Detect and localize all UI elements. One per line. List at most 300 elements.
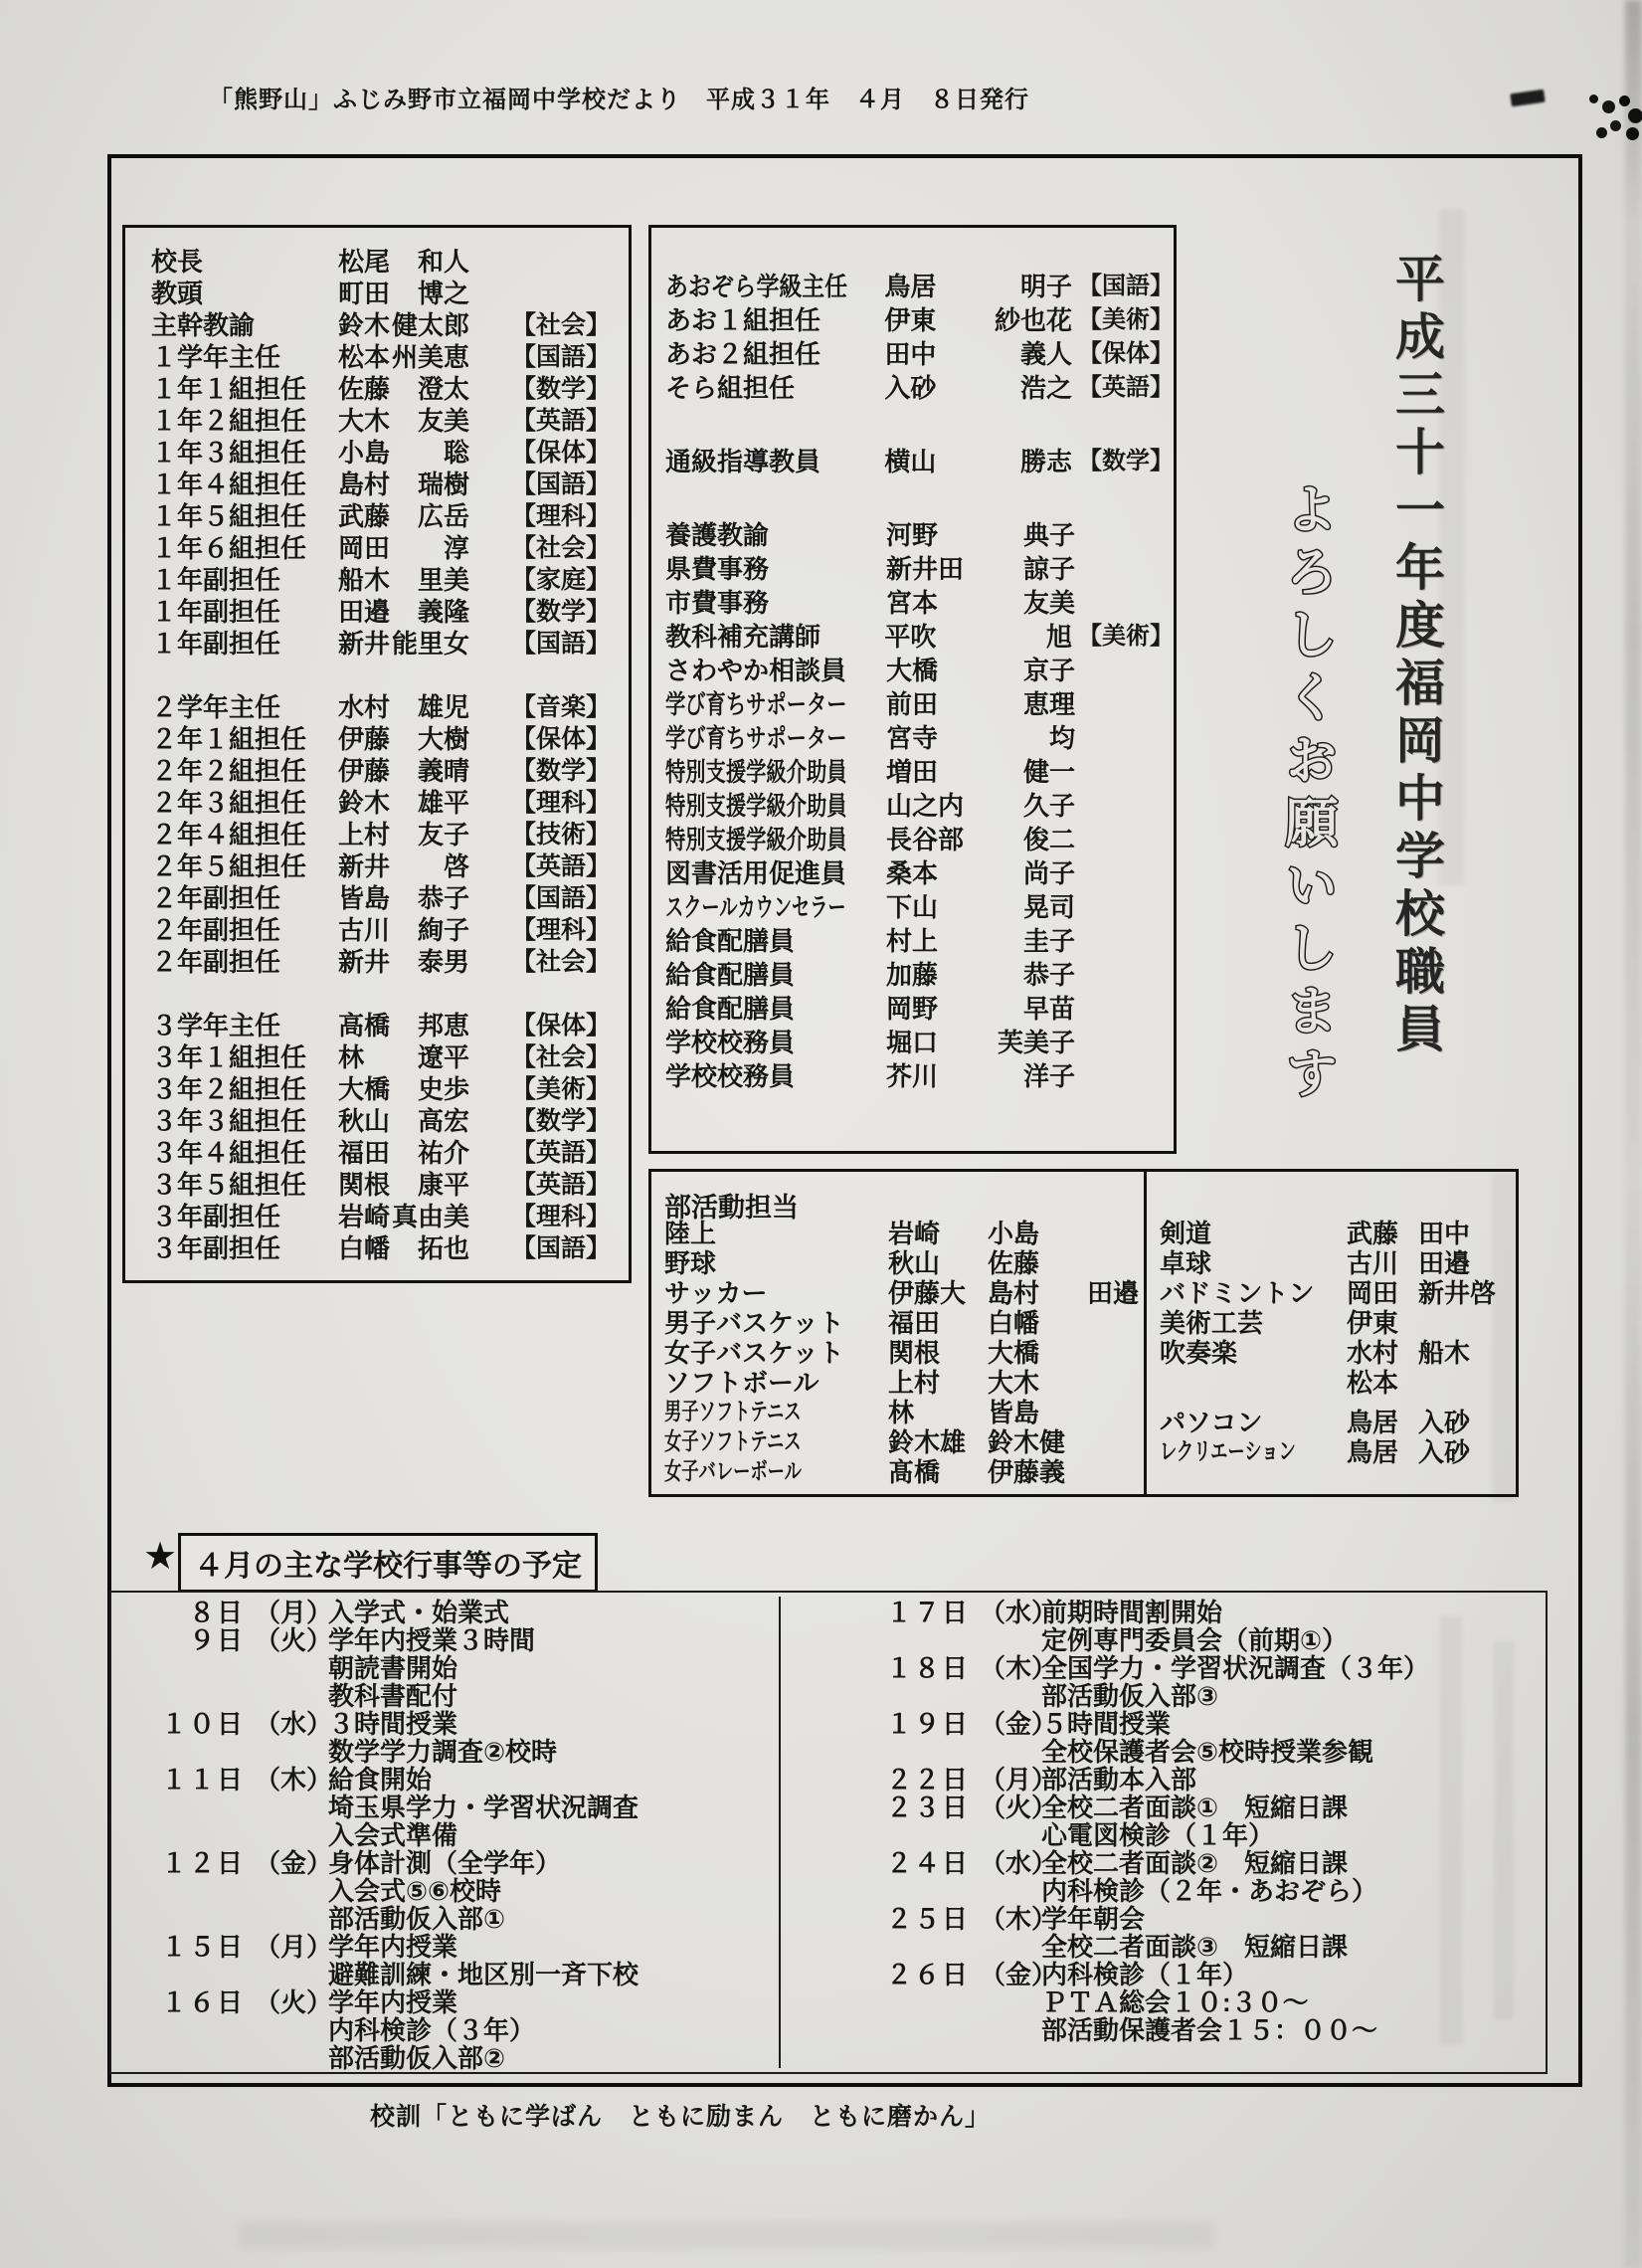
staff-row — [665, 755, 1174, 789]
club-group — [1160, 1219, 1496, 1398]
club-name: 男子バスケット — [664, 1308, 844, 1338]
staff-family-name: 新井 — [338, 851, 391, 881]
club-staff-name: 小島 — [988, 1219, 1040, 1248]
staff-role-label: ２年５組担任 — [151, 851, 307, 881]
club-staff-name: 大橋 — [988, 1338, 1040, 1368]
club-name: 男子ソフトテニス — [664, 1399, 802, 1425]
staff-row — [665, 992, 1174, 1026]
staff-family-name: 新井田 — [886, 554, 965, 584]
staff-family-name: 村上 — [886, 926, 939, 956]
staff-given-name: 俊二 — [1022, 825, 1075, 854]
staff-row — [151, 1169, 629, 1201]
club-staff-name: 佐藤 — [988, 1248, 1040, 1278]
schedule-event-text: 入学式・始業式 — [328, 1598, 510, 1627]
staff-family-name: 船木 — [338, 565, 391, 595]
staff-family-name: 鈴木 — [338, 788, 391, 818]
staff-row — [151, 882, 629, 914]
club-staff-name: 武藤 — [1347, 1219, 1399, 1248]
schedule-event-text: 教科書配付 — [328, 1681, 458, 1711]
club-name: 野球 — [664, 1248, 717, 1278]
club-row — [1160, 1308, 1496, 1338]
staff-family-name: 大橋 — [338, 1074, 391, 1104]
staff-role-label: ２年１組担任 — [151, 724, 307, 754]
schedule-date: ２３日 — [885, 1793, 970, 1822]
staff-family-name: 伊藤 — [338, 756, 391, 786]
staff-name — [338, 1169, 469, 1201]
staff-family-name: 古川 — [338, 915, 391, 945]
staff-subject-label: 【社会】 — [511, 311, 612, 339]
schedule-event-text: 埼玉県学力・学習状況調査 — [328, 1793, 639, 1822]
club-staff-name: 水村 — [1347, 1338, 1399, 1368]
staff-given-name: 義晴 — [417, 756, 469, 786]
staff-family-name: 堀口 — [886, 1028, 939, 1057]
club-staff-name: 秋山 — [888, 1248, 941, 1278]
staff-name — [338, 914, 469, 946]
staff-subject-label: 【英語】 — [511, 407, 612, 435]
club-name: パソコン — [1160, 1408, 1263, 1437]
staff-group — [151, 1010, 629, 1264]
staff-row — [151, 819, 629, 850]
schedule-event-text: 全校保護者会⑤校時授業参観 — [1041, 1737, 1374, 1767]
staff-row — [151, 373, 629, 405]
scan-bleedthrough-artifact — [239, 2222, 1213, 2248]
schedule-event-text: 数学学力調査②校時 — [328, 1737, 558, 1767]
staff-family-name: 武藤 — [338, 501, 391, 531]
schedule-entry — [127, 1710, 764, 1766]
club-row — [664, 1427, 1139, 1457]
staff-role-label: ３年１組担任 — [151, 1042, 307, 1072]
staff-subject-label: 【美術】 — [511, 1075, 612, 1103]
staff-given-name: 拓也 — [417, 1233, 469, 1263]
staff-row — [151, 850, 629, 882]
club-staff-name: 鳥居 — [1347, 1408, 1399, 1437]
staff-table-left — [122, 225, 632, 1283]
club-name: 女子バスケット — [664, 1338, 844, 1368]
staff-role-label: ３年４組担任 — [151, 1138, 307, 1168]
staff-role-label: 特別支援学級介助員 — [665, 757, 847, 787]
schedule-event-text: 学年内授業 — [328, 1932, 458, 1962]
club-staff-name: 新井啓 — [1418, 1278, 1497, 1308]
staff-role-label: １年１組担任 — [151, 374, 307, 404]
schedule-date: ２２日 — [885, 1765, 970, 1795]
club-name: レクリエーション — [1160, 1438, 1296, 1465]
staff-role-label: 市費事務 — [665, 588, 770, 618]
staff-given-name: 瑞樹 — [417, 470, 469, 499]
staff-row — [665, 270, 1174, 303]
staff-name — [338, 691, 469, 723]
staff-given-name: 勝志 — [1019, 447, 1072, 476]
schedule-date: １２日 — [160, 1848, 245, 1878]
staff-role-label: １学年主任 — [151, 342, 281, 372]
club-row — [1160, 1248, 1496, 1278]
staff-row — [151, 1232, 629, 1264]
staff-role-label: そら組担任 — [665, 373, 796, 403]
staff-name — [338, 882, 469, 914]
staff-row — [665, 1059, 1174, 1093]
staff-given-name: 広岳 — [417, 501, 469, 531]
staff-row — [151, 469, 629, 500]
schedule-date: １８日 — [885, 1653, 970, 1683]
club-staff-name: 上村 — [888, 1368, 941, 1398]
staff-row — [151, 596, 629, 628]
staff-role-label: ２学年主任 — [151, 692, 281, 722]
staff-given-name: 圭子 — [1022, 926, 1075, 956]
staff-family-name: 林 — [338, 1042, 365, 1072]
staff-subject-label: 【理科】 — [511, 916, 612, 944]
club-name: 剣道 — [1160, 1219, 1212, 1248]
staff-name — [884, 337, 1072, 371]
staff-role-label: 給食配膳員 — [665, 994, 796, 1024]
staff-name — [886, 924, 1075, 958]
staff-row — [665, 1026, 1174, 1059]
staff-given-name: 邦恵 — [417, 1011, 469, 1040]
club-row — [1160, 1368, 1496, 1398]
schedule-column-right — [848, 1599, 1535, 2044]
schedule-event-text: 前期時間割開始 — [1041, 1598, 1223, 1627]
schedule-entry — [127, 1599, 764, 1626]
staff-role-label: 給食配膳員 — [665, 960, 796, 990]
schedule-event-text: 部活動仮入部① — [328, 1904, 506, 1934]
schedule-column-left — [127, 1599, 764, 2072]
club-table-divider — [1144, 1172, 1147, 1494]
staff-name — [338, 1010, 469, 1041]
schedule-day: （月） — [255, 1932, 333, 1962]
staff-role-label: 学び育ちサポーター — [665, 723, 847, 753]
staff-name — [886, 823, 1075, 856]
staff-subject-label: 【美術】 — [1078, 306, 1174, 333]
staff-row — [151, 405, 629, 437]
staff-family-name: 秋山 — [338, 1106, 391, 1136]
club-row — [664, 1248, 1139, 1278]
staff-name — [886, 856, 1075, 890]
staff-name — [338, 755, 469, 787]
staff-family-name: 皆島 — [338, 883, 391, 913]
schedule-day: （水） — [980, 1848, 1058, 1878]
staff-role-label: ３年３組担任 — [151, 1106, 307, 1136]
staff-row — [151, 1137, 629, 1169]
club-staff-name: 入砂 — [1418, 1437, 1471, 1467]
staff-role-label: 教頭 — [151, 279, 204, 308]
staff-row — [665, 856, 1174, 890]
staff-family-name: 上村 — [338, 820, 391, 850]
staff-role-label: 学校校務員 — [665, 1028, 796, 1057]
staff-row — [665, 924, 1174, 958]
club-row — [1160, 1338, 1496, 1368]
schedule-event-text: 学年朝会 — [1041, 1904, 1146, 1934]
staff-name — [338, 723, 469, 755]
staff-given-name: 雄平 — [417, 788, 469, 818]
staff-name — [338, 469, 469, 500]
staff-given-name: 泰男 — [417, 947, 469, 977]
staff-given-name: 浩之 — [1019, 373, 1072, 403]
staff-subject-label: 【英語】 — [511, 1139, 612, 1167]
staff-name — [886, 654, 1075, 687]
club-row — [1160, 1408, 1496, 1437]
staff-family-name: 大橋 — [886, 656, 939, 685]
staff-row — [151, 1073, 629, 1105]
staff-role-label: ２年副担任 — [151, 883, 281, 913]
staff-subject-label: 【技術】 — [511, 821, 612, 849]
staff-family-name: 横山 — [884, 447, 937, 476]
staff-name — [338, 437, 469, 469]
staff-family-name: 町田 — [338, 279, 391, 308]
club-staff-name: 入砂 — [1418, 1408, 1471, 1437]
staff-family-name: 田中 — [884, 339, 937, 369]
club-row — [664, 1368, 1139, 1398]
schedule-entry — [127, 1849, 764, 1933]
staff-given-name: 芙美子 — [997, 1028, 1075, 1057]
staff-family-name: 高橋 — [338, 1011, 391, 1040]
staff-subject-label: 【数学】 — [1078, 448, 1174, 474]
schedule-event-text: 朝読書開始 — [328, 1653, 458, 1683]
staff-given-name: 祐介 — [417, 1138, 469, 1168]
staff-name — [886, 1059, 1075, 1093]
staff-given-name: 旭 — [1045, 622, 1072, 652]
vertical-title-greeting: よろしくお願いします — [1278, 481, 1337, 1108]
staff-row — [151, 1105, 629, 1137]
staff-group — [151, 691, 629, 978]
vertical-title-staff-year: 平成三十一年度福岡中学校職員 — [1388, 253, 1444, 1060]
schedule-event-text: 避難訓練・地区別一斉下校 — [328, 1960, 639, 1989]
staff-subject-label: 【保体】 — [511, 725, 612, 753]
staff-family-name: 入砂 — [884, 373, 937, 403]
staff-subject-label: 【保体】 — [511, 439, 612, 467]
club-name: 卓球 — [1160, 1248, 1212, 1278]
staff-row — [151, 1010, 629, 1041]
staff-name — [886, 687, 1075, 721]
club-row — [664, 1219, 1139, 1248]
staff-row — [151, 628, 629, 660]
club-staff-name: 松本 — [1347, 1368, 1399, 1398]
club-staff-name: 島村 — [988, 1278, 1040, 1308]
schedule-date: ２６日 — [885, 1960, 970, 1989]
staff-family-name: 下山 — [886, 892, 939, 922]
staff-role-label: 校長 — [151, 247, 204, 277]
club-staff-name: 大木 — [988, 1368, 1040, 1398]
club-staff-name: 古川 — [1347, 1248, 1399, 1278]
schedule-event-text: ５時間授業 — [1041, 1709, 1172, 1739]
schedule-event-text: 部活動保護者会１５：００～ — [1041, 2015, 1378, 2045]
staff-name — [338, 1073, 469, 1105]
staff-family-name: 岩崎 — [338, 1202, 391, 1231]
staff-name — [338, 1041, 469, 1073]
staff-role-label: １年副担任 — [151, 565, 281, 595]
club-row — [664, 1338, 1139, 1368]
staff-family-name: 島村 — [338, 470, 391, 499]
schedule-day: （木） — [980, 1653, 1058, 1683]
schedule-day: （火） — [980, 1793, 1058, 1822]
staff-given-name: 恭子 — [417, 883, 469, 913]
staff-family-name: 佐藤 — [338, 374, 391, 404]
staff-role-label: あお１組担任 — [665, 305, 821, 335]
staff-role-label: ３年２組担任 — [151, 1074, 307, 1104]
club-row — [1160, 1219, 1496, 1248]
staff-role-label: 特別支援学級介助員 — [665, 791, 847, 821]
staff-name — [338, 946, 469, 978]
staff-name — [884, 445, 1072, 478]
school-motto: 校訓「ともに学ばん ともに励まん ともに磨かん」 — [370, 2103, 992, 2131]
schedule-event-text: 内科検診（２年・あおぞら） — [1041, 1876, 1378, 1906]
staff-family-name: 新井 — [338, 947, 391, 977]
staff-subject-label: 【国語】 — [511, 884, 612, 912]
staff-role-label: 県費事務 — [665, 554, 770, 584]
staff-family-name: 岡野 — [886, 994, 939, 1024]
staff-role-label: あおぞら学級主任 — [665, 272, 848, 301]
staff-given-name: 健一 — [1022, 757, 1075, 787]
staff-given-name: 史歩 — [417, 1074, 469, 1104]
staff-row — [665, 337, 1174, 371]
staff-role-label: １年副担任 — [151, 597, 281, 627]
staff-role-label: 主幹教諭 — [151, 310, 256, 340]
schedule-date: ２４日 — [885, 1848, 970, 1878]
staff-given-name: 友美 — [1022, 588, 1075, 618]
schedule-entry — [848, 1654, 1535, 1710]
club-staff-name: 岩崎 — [888, 1219, 941, 1248]
staff-name — [338, 628, 469, 660]
schedule-entry — [848, 1794, 1535, 1849]
staff-row — [151, 309, 629, 341]
staff-role-label: １年５組担任 — [151, 501, 307, 531]
schedule-event-text: ＰＴＡ総会１０:３０～ — [1041, 1987, 1309, 2017]
staff-table-right — [648, 225, 1177, 1154]
staff-row — [665, 721, 1174, 755]
club-row — [1160, 1278, 1496, 1308]
staff-row — [665, 371, 1174, 405]
club-name: ソフトボール — [664, 1368, 820, 1398]
staff-family-name: 鈴木 — [338, 310, 391, 340]
staff-subject-label: 【理科】 — [511, 1203, 612, 1230]
staff-name — [886, 992, 1075, 1026]
schedule-event-text: ３時間授業 — [328, 1709, 458, 1739]
staff-role-label: 学び育ちサポーター — [665, 689, 847, 719]
schedule-date: １０日 — [160, 1709, 245, 1739]
staff-name — [886, 586, 1075, 620]
staff-subject-label: 【保体】 — [511, 1012, 612, 1040]
staff-given-name: 尚子 — [1022, 858, 1075, 888]
staff-given-name: 高宏 — [417, 1106, 469, 1136]
staff-given-name: 能里女 — [391, 629, 469, 659]
staff-family-name: 松本 — [338, 342, 391, 372]
staff-name — [884, 303, 1072, 337]
staff-subject-label: 【英語】 — [511, 852, 612, 880]
schedule-event-text: 内科検診（３年） — [328, 2015, 536, 2045]
schedule-event-text: 全校二者面談② 短縮日課 — [1041, 1848, 1349, 1878]
staff-row — [151, 278, 629, 309]
staff-role-label: １年２組担任 — [151, 406, 307, 436]
staff-role-label: ３学年主任 — [151, 1011, 281, 1040]
staff-given-name: 紗也花 — [994, 305, 1072, 335]
staff-name — [886, 755, 1075, 789]
staff-row — [665, 823, 1174, 856]
staff-given-name: 早苗 — [1022, 994, 1075, 1024]
staff-name — [338, 246, 469, 278]
staff-role-label: ３年副担任 — [151, 1233, 281, 1263]
schedule-entry — [848, 1849, 1535, 1905]
staff-row — [151, 500, 629, 532]
staff-name — [338, 850, 469, 882]
staff-name — [338, 1105, 469, 1137]
staff-given-name: 州美恵 — [391, 342, 469, 372]
staff-role-label: あお２組担任 — [665, 339, 821, 369]
staff-subject-label: 【国語】 — [511, 1234, 612, 1262]
club-staff-name: 岡田 — [1347, 1278, 1399, 1308]
staff-family-name: 長谷部 — [886, 825, 965, 854]
club-staff-name: 田邉 — [1418, 1248, 1471, 1278]
club-table-header: 部活動担当 — [664, 1193, 799, 1223]
schedule-day: （月） — [980, 1765, 1058, 1795]
schedule-date: ２５日 — [885, 1904, 970, 1934]
schedule-date: １１日 — [160, 1765, 245, 1795]
staff-given-name: 康平 — [417, 1170, 469, 1200]
staff-role-label: 特別支援学級介助員 — [665, 825, 847, 854]
staff-given-name: 諒子 — [1022, 554, 1075, 584]
staff-given-name: 健太郎 — [391, 310, 469, 340]
schedule-day: （火） — [255, 1987, 333, 2017]
staff-role-label: ２年２組担任 — [151, 756, 307, 786]
staff-row — [151, 691, 629, 723]
staff-given-name: 久子 — [1022, 791, 1075, 821]
schedule-event-text: 給食開始 — [328, 1765, 433, 1795]
staff-given-name: 聡 — [443, 438, 469, 468]
staff-subject-label: 【英語】 — [1078, 374, 1174, 401]
staff-name — [338, 341, 469, 373]
schedule-entry — [127, 1988, 764, 2072]
club-name: 陸上 — [664, 1219, 717, 1248]
staff-given-name: 洋子 — [1022, 1061, 1075, 1091]
club-column-left — [664, 1219, 1139, 1487]
schedule-event-text: 心電図検診（１年） — [1041, 1820, 1275, 1850]
staff-name — [338, 819, 469, 850]
staff-given-name: 義人 — [1019, 339, 1072, 369]
staff-given-name: 遼平 — [417, 1042, 469, 1072]
staff-given-name: 恵理 — [1022, 689, 1075, 719]
schedule-event-text: 部活動本入部 — [1041, 1765, 1197, 1795]
staff-subject-label: 【社会】 — [511, 534, 612, 562]
schedule-event-text: 部活動仮入部② — [328, 2043, 506, 2073]
club-staff-name: 鈴木雄 — [888, 1427, 967, 1457]
club-staff-name: 田中 — [1418, 1219, 1471, 1248]
staff-group — [665, 445, 1174, 478]
schedule-entry — [127, 1933, 764, 1988]
staff-family-name: 前田 — [886, 689, 939, 719]
schedule-entry — [848, 1599, 1535, 1654]
schedule-event-text: 学年内授業 — [328, 1987, 458, 2017]
staff-name — [884, 270, 1072, 303]
staff-role-label: １年３組担任 — [151, 438, 307, 468]
staff-family-name: 加藤 — [886, 960, 939, 990]
staff-subject-label: 【国語】 — [511, 471, 612, 498]
staff-given-name: 京子 — [1022, 656, 1075, 685]
schedule-event-text: 内科検診（１年） — [1041, 1960, 1249, 1989]
staff-given-name: 里美 — [417, 565, 469, 595]
schedule-event-text: 学年内授業３時間 — [328, 1625, 536, 1655]
staff-name — [338, 564, 469, 596]
club-staff-name: 皆島 — [988, 1398, 1040, 1427]
club-name: 美術工芸 — [1160, 1308, 1264, 1338]
schedule-day: （水） — [980, 1598, 1058, 1627]
schedule-day: （月） — [255, 1598, 333, 1627]
staff-row — [151, 437, 629, 469]
staff-family-name: 大木 — [338, 406, 391, 436]
staff-row — [665, 890, 1174, 924]
club-staff-name: 鈴木健 — [988, 1427, 1066, 1457]
staff-row — [665, 445, 1174, 478]
club-name: サッカー — [664, 1278, 768, 1308]
schedule-day: （金） — [980, 1709, 1058, 1739]
staff-name — [338, 500, 469, 532]
staff-row — [665, 687, 1174, 721]
staff-name — [338, 309, 469, 341]
